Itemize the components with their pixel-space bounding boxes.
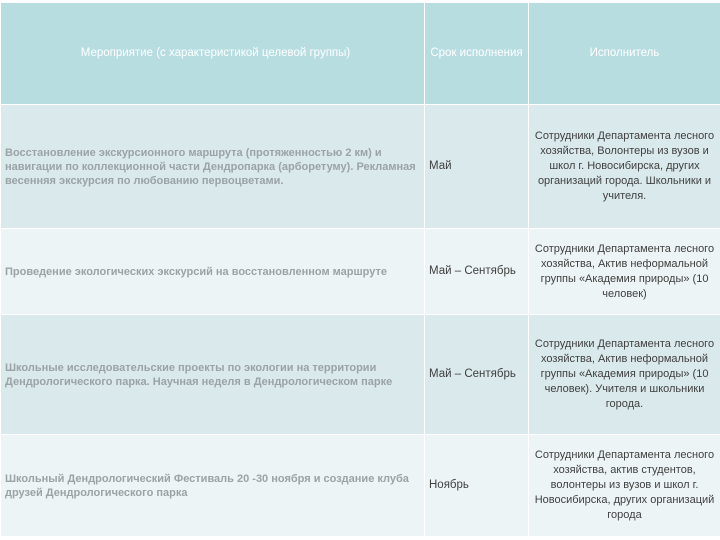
table-row bbox=[1, 229, 720, 315]
header-term: Срок исполнения bbox=[425, 3, 529, 105]
header-event: Мероприятие (с характеристикой целевой группы) bbox=[1, 3, 425, 105]
row-term: Май bbox=[425, 105, 529, 229]
row-event: Восстановление экскурсионного маршрута (протяженностью 2 км) и навигации по коллекционной части Дендропарка (арборетуму). Рекламная весенняя экскурсия по любованию первоцветами. bbox=[1, 105, 425, 229]
row-term: Ноябрь bbox=[425, 435, 529, 537]
table-row bbox=[1, 435, 720, 537]
row-event: Проведение экологических экскурсий на восстановленном маршруте bbox=[1, 229, 425, 315]
row-event: Школьный Дендрологический Фестиваль 20 -30 ноября и создание клуба друзей Дендрологического парка bbox=[1, 435, 425, 537]
header-executor: Исполнитель bbox=[529, 3, 720, 105]
row-executor: Сотрудники Департамента лесного хозяйства, Актив неформальной группы «Академия природы» (10 человек) bbox=[529, 229, 720, 315]
row-term: Май – Сентябрь bbox=[425, 229, 529, 315]
table-row bbox=[1, 315, 720, 435]
row-executor: Сотрудники Департамента лесного хозяйства, Волонтеры из вузов и школ г. Новосибирска, других организаций города. Школьники и учителя. bbox=[529, 105, 720, 229]
row-term: Май – Сентябрь bbox=[425, 315, 529, 435]
action-plan-table bbox=[0, 2, 720, 537]
row-executor: Сотрудники Департамента лесного хозяйства, Актив неформальной группы «Академия природы» (10 человек). Учителя и школьники города. bbox=[529, 315, 720, 435]
row-executor: Сотрудники Департамента лесного хозяйства, актив студентов, волонтеры из вузов и школ г. Новосибирска, других организаций города bbox=[529, 435, 720, 537]
table-header-row bbox=[1, 3, 720, 105]
table-row bbox=[1, 105, 720, 229]
row-event: Школьные исследовательские проекты по экологии на территории Дендрологического парка. Научная неделя в Дендрологическом парке bbox=[1, 315, 425, 435]
